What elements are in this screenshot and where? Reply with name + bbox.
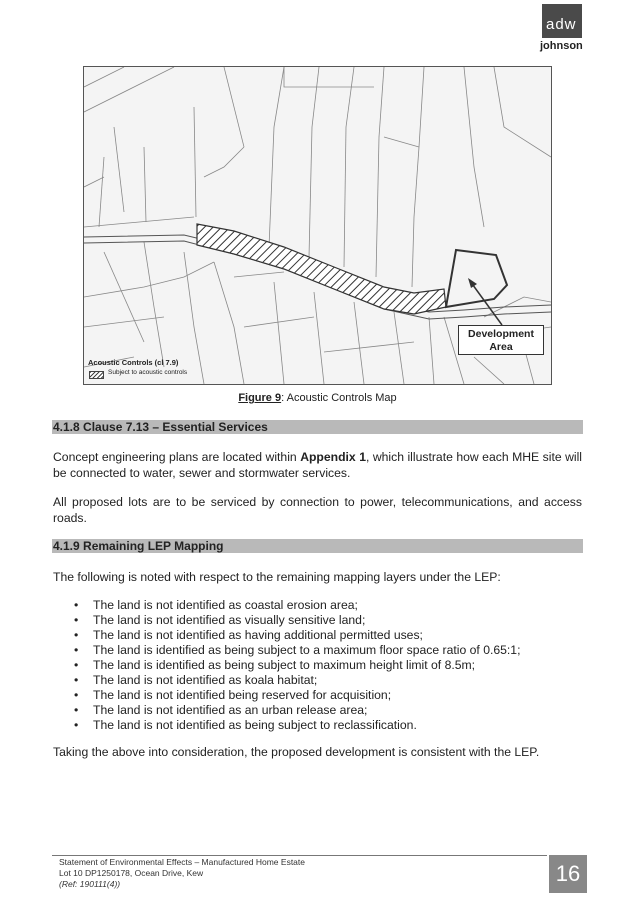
- paragraph-servicing: All proposed lots are to be serviced by connection to power, telecommunications, and access roads.: [53, 495, 582, 525]
- page-number: 16: [549, 855, 587, 893]
- page-footer: [59, 857, 305, 890]
- section-heading-4-1-8: [52, 420, 583, 434]
- list-item: • The land is not identified as being subject to reclassification.: [53, 718, 582, 733]
- figure-caption-text: : Acoustic Controls Map: [281, 392, 397, 404]
- section-heading-text: 4.1.9 Remaining LEP Mapping: [53, 539, 224, 553]
- list-item: • The land is not identified as koala habitat;: [53, 673, 582, 688]
- dev-label-line1: Development: [468, 328, 534, 340]
- dev-label-line2: Area: [489, 341, 513, 353]
- footer-reference: (Ref: 190111(4)): [59, 879, 121, 889]
- logo-mark-text: adw: [546, 16, 577, 33]
- appendix-reference: Appendix 1: [300, 450, 366, 464]
- list-item: • The land is not identified being reserved for acquisition;: [53, 688, 582, 703]
- list-item: • The land is identified as being subject to maximum height limit of 8.5m;: [53, 658, 582, 673]
- figure-caption: [0, 392, 635, 404]
- map-legend-item: Subject to acoustic controls: [108, 369, 188, 376]
- list-item: • The land is not identified as visually sensitive land;: [53, 613, 582, 628]
- list-item: • The land is identified as being subject to a maximum floor space ratio of 0.65:1;: [53, 643, 582, 658]
- list-item: • The land is not identified as coastal erosion area;: [53, 598, 582, 613]
- section-heading-text: 4.1.8 Clause 7.13 – Essential Services: [53, 420, 268, 434]
- footer-lot: Lot 10 DP1250178, Ocean Drive, Kew: [59, 868, 204, 878]
- development-area-label: [458, 325, 544, 355]
- logo-mark: [542, 4, 582, 38]
- section-heading-4-1-9: [52, 539, 583, 553]
- paragraph-text: Concept engineering plans are located within: [53, 450, 301, 464]
- paragraph-conclusion: Taking the above into consideration, the proposed development is consistent with the LEP.: [53, 745, 540, 759]
- map-legend-title: Acoustic Controls (cl 7.9): [88, 358, 179, 367]
- list-item: • The land is not identified as an urban release area;: [53, 703, 582, 718]
- hatch-swatch-icon: [89, 371, 104, 379]
- paragraph-intro: The following is noted with respect to the remaining mapping layers under the LEP:: [53, 570, 501, 584]
- acoustic-controls-map: [83, 66, 552, 385]
- paragraph-appendix: [53, 449, 582, 481]
- logo-name: johnson: [540, 40, 583, 52]
- footer-title: Statement of Environmental Effects – Manufactured Home Estate: [59, 857, 305, 867]
- company-logo: [540, 4, 587, 54]
- paragraph-text: , which illustrate how each MHE site will be connected to water, sewer and stormwater services.: [53, 450, 583, 480]
- figure-number: Figure 9: [238, 392, 282, 404]
- lep-mapping-list: [53, 598, 582, 733]
- list-item: • The land is not identified as having additional permitted uses;: [53, 628, 582, 643]
- footer-divider: [52, 855, 547, 856]
